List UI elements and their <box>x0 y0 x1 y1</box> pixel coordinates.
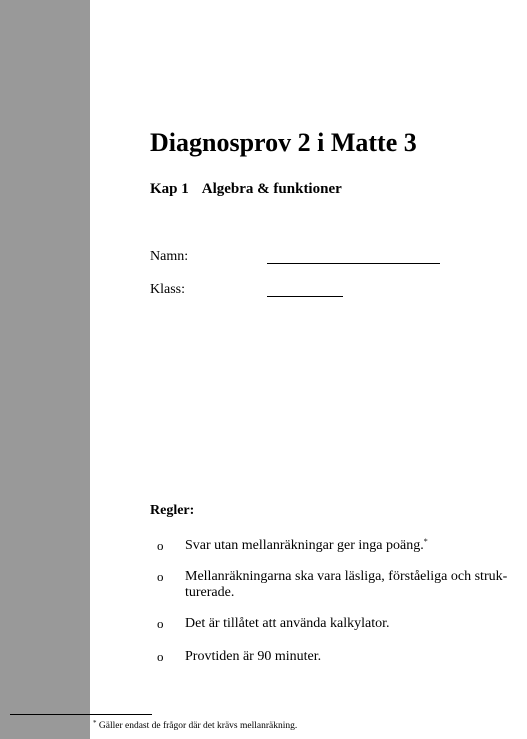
document-title: Diagnosprov 2 i Matte 3 <box>150 128 417 157</box>
chapter-number: Kap 1 <box>150 181 189 197</box>
name-field-line[interactable] <box>267 263 440 264</box>
class-field-line[interactable] <box>267 296 343 297</box>
bullet-icon: o <box>157 538 164 553</box>
class-label: Klass: <box>150 282 185 297</box>
rule-text: Mellanräkningarna ska vara läsliga, förståeliga och struk-turerade. <box>185 569 508 600</box>
chapter-heading <box>150 181 342 198</box>
bullet-icon: o <box>157 569 164 584</box>
bullet-icon: o <box>157 616 164 631</box>
name-label: Namn: <box>150 249 189 264</box>
page-sidebar-band <box>0 0 90 739</box>
bullet-icon: o <box>157 649 164 664</box>
footnote-marker: * <box>423 537 428 546</box>
rules-heading: Regler: <box>150 503 195 518</box>
footnote-text: Gäller endast de frågor där det krävs mellanräkning. <box>98 721 298 731</box>
footnote-separator <box>10 714 152 715</box>
chapter-name: Algebra & funktioner <box>201 181 342 197</box>
rule-text: Provtiden är 90 minuter. <box>185 649 322 664</box>
footnote <box>93 721 297 731</box>
rule-text: Det är tillåtet att använda kalkylator. <box>185 616 390 631</box>
footnote-marker: * <box>93 719 97 727</box>
rule-text: Svar utan mellanräkningar ger inga poäng.* <box>185 537 428 553</box>
